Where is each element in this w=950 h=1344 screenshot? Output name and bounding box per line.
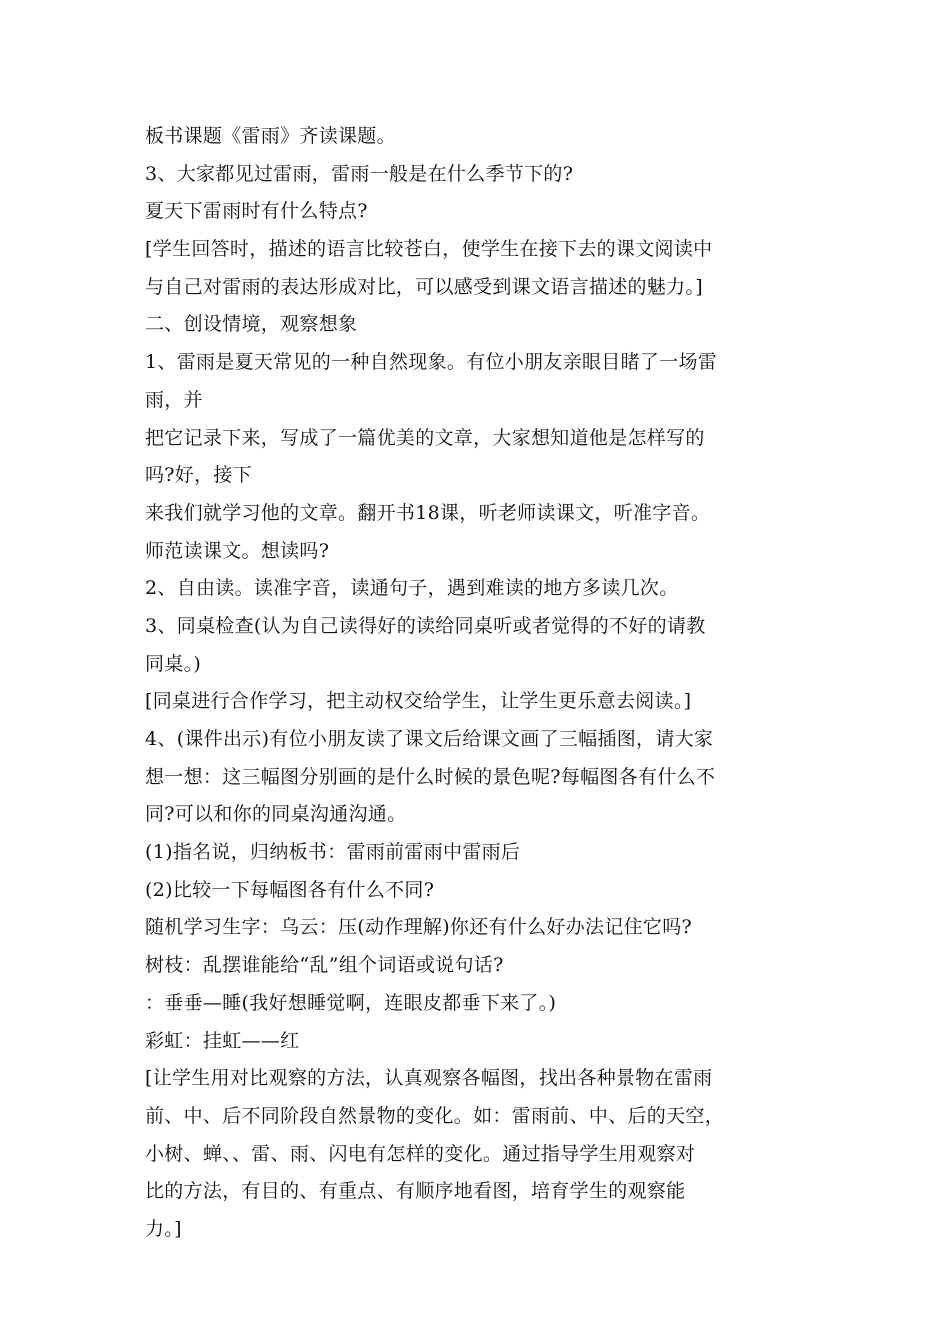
text-line: 前、中、后不同阶段自然景物的变化。如：雷雨前、中、后的天空， — [145, 1104, 725, 1127]
text-line: 1、雷雨是夏天常见的一种自然现象。有位小朋友亲眼目睹了一场雷 — [145, 351, 718, 374]
text-line: 比的方法，有目的、有重点、有顺序地看图，培育学生的观察能 — [145, 1180, 686, 1203]
text-line: (1)指名说，归纳板书：雷雨前雷雨中雷雨后 — [145, 841, 521, 864]
text-line: 雨，并 — [145, 388, 203, 411]
text-line: 想一想：这三幅图分别画的是什么时候的景色呢?每幅图各有什么不 — [145, 765, 716, 788]
text-line: 2、自由读。读准字音，读通句子，遇到难读的地方多读几次。 — [145, 577, 679, 600]
text-line: [学生回答时，描述的语言比较苍白，使学生在接下去的课文阅读中 — [145, 238, 713, 261]
text-line: 同?可以和你的同桌沟通沟通。 — [145, 803, 407, 826]
text-line: 夏天下雷雨时有什么特点? — [145, 200, 368, 223]
text-line: 4、(课件出示)有位小朋友读了课文后给课文画了三幅插图，请大家 — [145, 728, 714, 750]
section-heading: 二、创设情境，观察想象 — [145, 313, 358, 336]
text-line: 随机学习生字：乌云：压(动作理解)你还有什么好办法记住它吗? — [145, 916, 693, 939]
text-line: 3、同桌检查(认为自己读得好的读给同桌听或者觉得的不好的请教 — [145, 614, 706, 637]
text-line: 师范读课文。想读吗? — [145, 539, 330, 562]
text-line: 与自己对雷雨的表达形成对比，可以感受到课文语言描述的魅力。] — [145, 275, 703, 298]
text-line: [同桌进行合作学习，把主动权交给学生，让学生更乐意去阅读。] — [145, 690, 692, 713]
text-line: [让学生用对比观察的方法，认真观察各幅图，找出各种景物在雷雨 — [145, 1067, 713, 1090]
text-line: 3、大家都见过雷雨，雷雨一般是在什么季节下的? — [145, 162, 574, 185]
text-line: 彩虹：挂虹——红 — [145, 1029, 300, 1052]
document-body — [145, 118, 820, 1249]
text-line: 把它记录下来，写成了一篇优美的文章，大家想知道他是怎样写的 — [145, 426, 705, 449]
text-line: 力。] — [145, 1217, 182, 1240]
text-line: ：垂垂—睡(我好想睡觉啊，连眼皮都垂下来了。) — [145, 991, 557, 1014]
text-line: 同桌。) — [145, 652, 202, 675]
text-line: 小树、蝉、、雷、雨、闪电有怎样的变化。通过指导学生用观察对 — [145, 1142, 696, 1165]
text-line: (2)比较一下每幅图各有什么不同? — [145, 878, 435, 901]
text-line: 树枝：乱摆谁能给“乱”组个词语或说句话? — [145, 954, 504, 977]
text-line: 来我们就学习他的文章。翻开书18课，听老师读课文，听准字音。 — [145, 501, 711, 524]
text-line: 板书课题《雷雨》齐读课题。 — [145, 125, 396, 147]
text-line: 吗?好，接下 — [145, 464, 252, 487]
